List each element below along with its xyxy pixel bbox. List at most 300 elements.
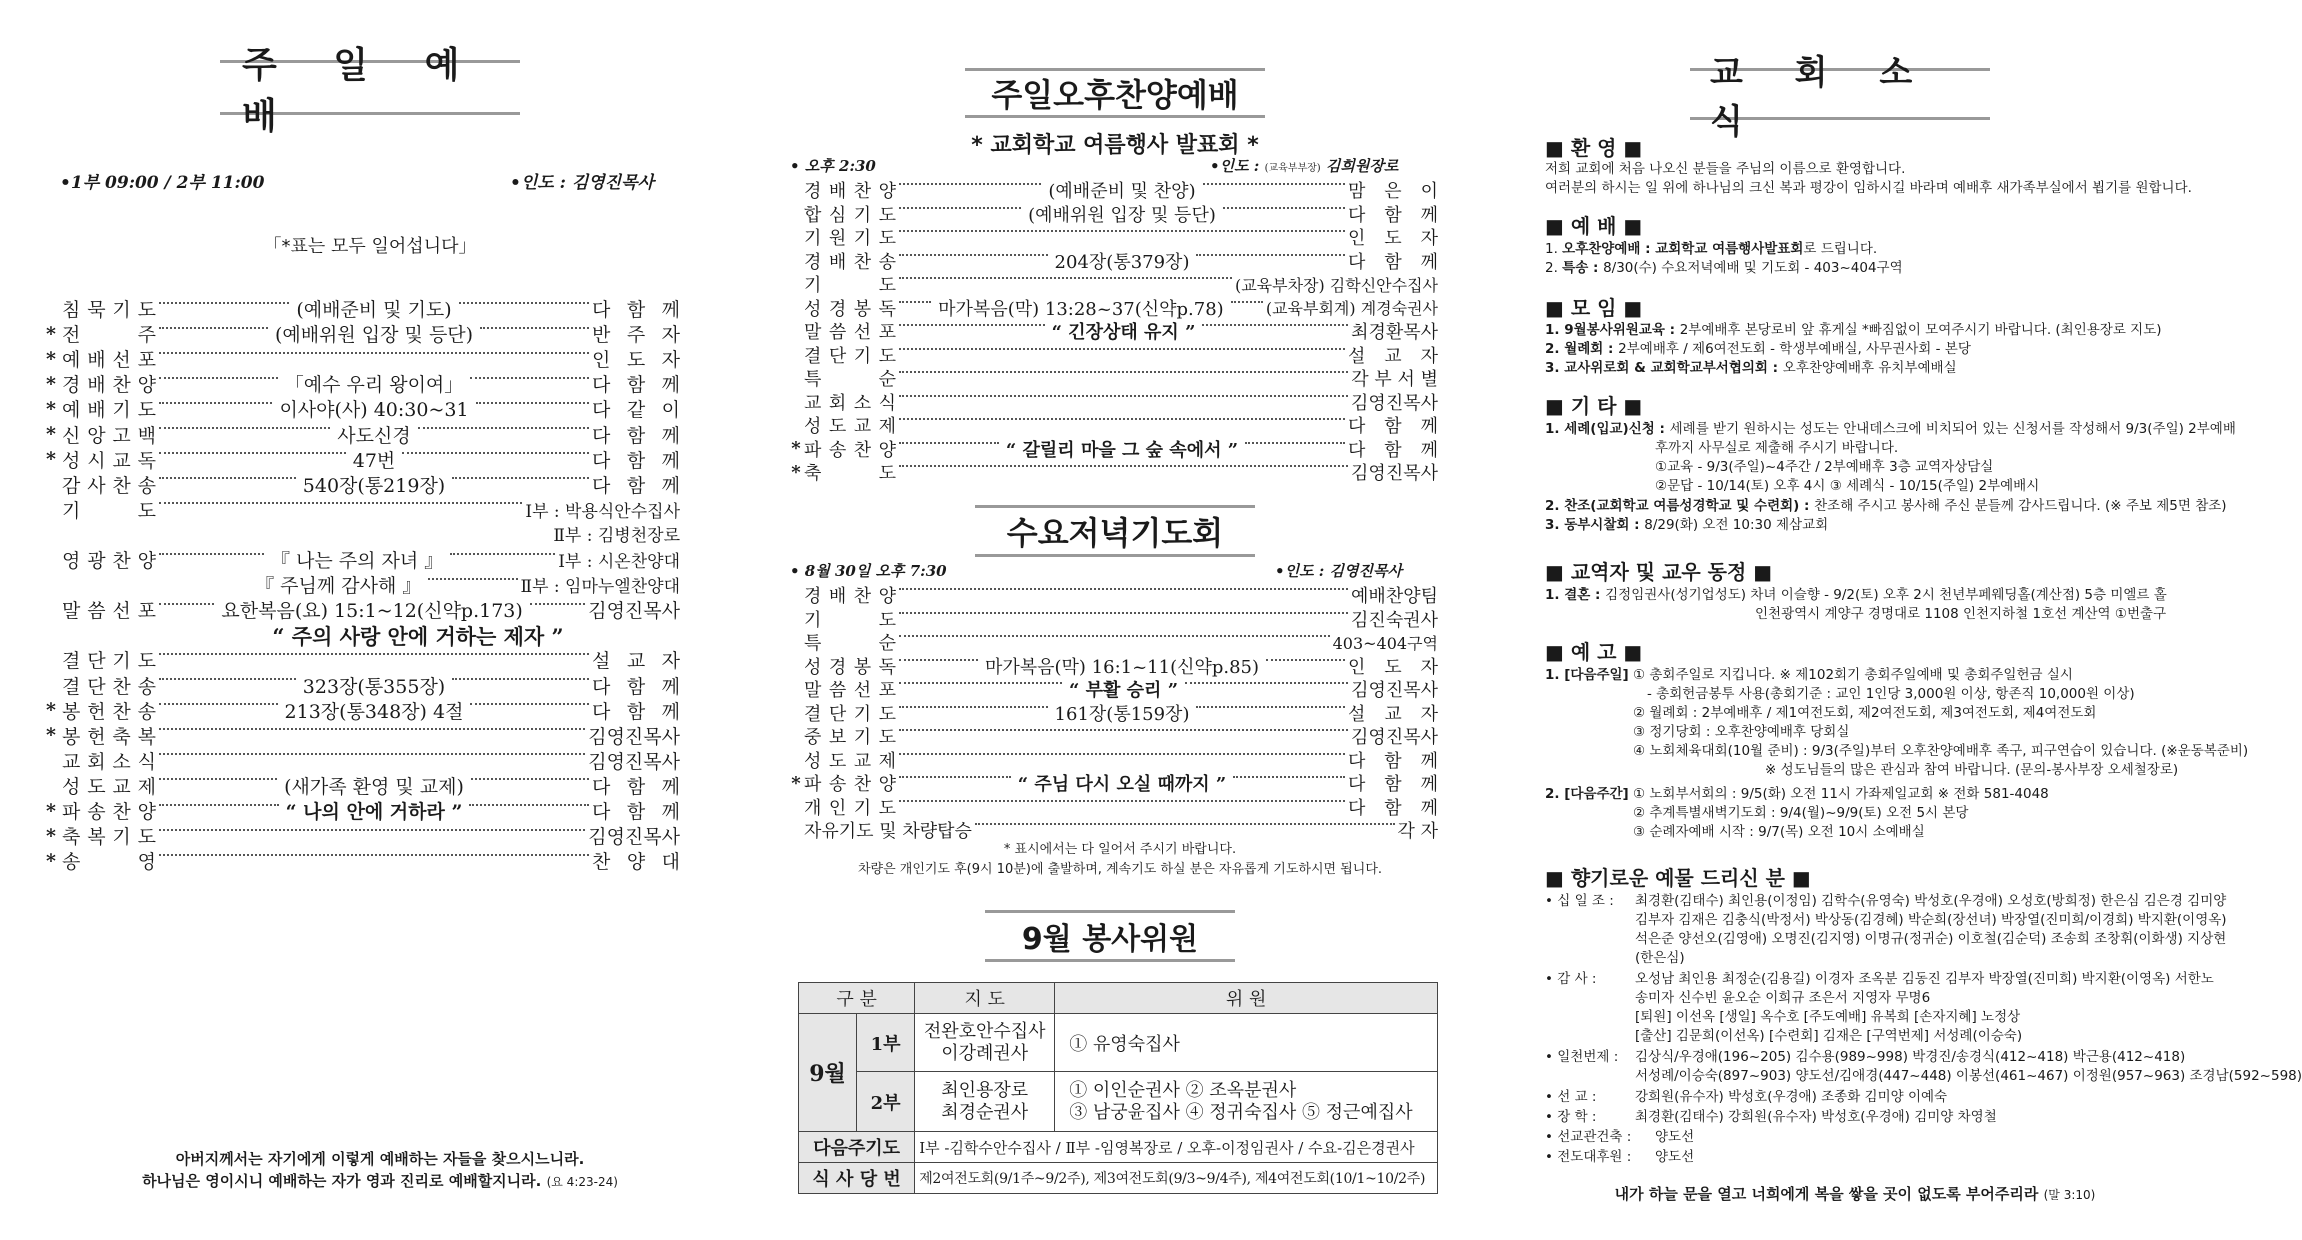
preview-next-week: 2. [다음주간]: [1545, 786, 1629, 802]
worship-line-1: [1545, 240, 1877, 259]
table-row: [799, 1163, 1438, 1194]
meeting-line-3-rest: 오후찬양예배후 유치부예배실: [1782, 360, 1957, 376]
afternoon-leader: [1210, 155, 1398, 176]
leader-dots: [159, 427, 330, 429]
order-item-person: 설 교 자: [1348, 703, 1438, 725]
stand-marker: *: [46, 448, 56, 471]
thousand-label: • 일천번제 :: [1545, 1049, 1619, 1065]
order-item-detail: 『 주님께 감사해 』: [255, 575, 422, 598]
leader-dots: [159, 728, 585, 730]
leader-dots: [159, 854, 589, 856]
volunteer-table: [798, 982, 1438, 1194]
closing-verse-2-text: 하나님은 영이시니 예배하는 자가 영과 진리로 예배할지니라.: [142, 1172, 542, 1190]
preview-heading: ■ 예 고 ■: [1545, 640, 1643, 664]
sunday-worship-column: [0, 0, 750, 1240]
leader-dots: [899, 324, 1045, 326]
order-item-person: 김영진목사: [1351, 680, 1439, 701]
leader-dots: [471, 778, 589, 780]
malachi-verse: [1535, 1183, 2175, 1204]
order-row: [40, 345, 680, 372]
meeting-line-3-bold: 3. 교사위로회 & 교회학교부서협의회 :: [1545, 360, 1783, 376]
meeting-line-3: [1545, 359, 1957, 378]
next-prayer-value: Ⅰ부 -김학수안수집사 / Ⅱ부 -임영복장로 / 오후-이정임권사 / 수요-김은경권사: [915, 1132, 1438, 1163]
etc-line-3-rest: 8/29(화) 오전 10:30 제삼교회: [1644, 517, 1829, 533]
table-row: [799, 1072, 1438, 1132]
worship-line-2-num: 2.: [1545, 260, 1563, 276]
order-item-person: 최경환목사: [1351, 322, 1439, 343]
order-item-person: Ⅱ부 : 김병천장로: [553, 525, 680, 546]
thousand-line-2: 서성례/이승숙(897~903) 양도선/김애경(447~448) 이봉선(461~467) 이정원(957~963) 조경남(592~598): [1635, 1068, 2302, 1084]
part1-cell: 1부: [857, 1014, 915, 1072]
order-item-person: 김영진목사: [588, 750, 680, 773]
order-row: [788, 653, 1438, 679]
table-row: [799, 1014, 1438, 1072]
staff-news-line-2: 인천광역시 계양구 경명대로 1108 인천지하철 1호선 계산역 ①번출구: [1755, 606, 2167, 622]
order-item-name: 기 도: [804, 609, 896, 631]
leader-dots: [899, 465, 1348, 467]
meeting-line-2-bold: 2. 월례회 :: [1545, 341, 1619, 357]
leader-dots: [1196, 254, 1345, 256]
order-item-person: 다 함 께: [1348, 416, 1438, 437]
leader-dots: [159, 829, 585, 831]
order-item-name: 영 광 찬 양: [62, 550, 156, 572]
order-item-name: 봉 헌 축 복: [62, 725, 156, 748]
order-item-person: 다 함 께: [1348, 204, 1438, 226]
order-item-person: 맘 은 이: [1348, 181, 1438, 202]
order-item-person: 예배찬양팀: [1351, 586, 1438, 607]
order-row: [788, 224, 1438, 250]
order-item-person: 김영진목사: [588, 600, 680, 623]
order-row: [40, 697, 680, 724]
order-row: [788, 318, 1438, 344]
malachi-verse-ref: (말 3:10): [2043, 1188, 2096, 1202]
order-item-name: 개 인 기 도: [804, 797, 896, 819]
order-item-detail: “ 긴장상태 유지 ”: [1051, 322, 1196, 343]
part1-leader-2: 이강례권사: [941, 1042, 1029, 1064]
meeting-heading: ■ 모 임 ■: [1545, 296, 1643, 320]
order-row: [788, 342, 1438, 368]
closing-verse-ref: (요 4:23-24): [546, 1175, 618, 1189]
order-item-name: 경 배 찬 양: [62, 374, 156, 397]
etc-line-2-rest: 찬조해 주시고 봉사해 주신 분들께 감사드립니다. (※ 주보 제5면 참조): [1814, 498, 2227, 514]
leader-dots: [476, 402, 589, 404]
part2-leader-1: 최인용장로: [941, 1079, 1029, 1101]
building-label: • 선교관건축 :: [1545, 1129, 1632, 1145]
order-item-person: 김영진목사: [588, 826, 680, 849]
order-item-name: 경 배 찬 양: [804, 586, 896, 607]
leader-dots: [899, 800, 1345, 802]
staff-news-line-1-rest: 김정임권사(성기업성도) 차녀 이슬향 - 9/2(토) 오후 2시 천년부페웨딩홀(계산점) 5층 미엘르 홀: [1605, 587, 2167, 603]
order-item-name: 신 앙 고 백: [62, 424, 156, 447]
wednesday-leader: •인도 : 김영진목사: [1275, 562, 1402, 580]
etc-line-1b: 후까지 사무실로 제출해 주시기 바랍니다.: [1655, 440, 1899, 456]
meeting-line-2: [1545, 340, 1971, 359]
afternoon-worship-column: [770, 0, 1450, 1240]
order-item-person: 인 도 자: [1348, 228, 1438, 249]
order-row: [788, 723, 1438, 749]
order-item-name: 성 시 교 독: [62, 449, 156, 472]
order-item-person: 설 교 자: [1348, 345, 1438, 367]
stand-marker: *: [791, 438, 801, 459]
order-row: [40, 421, 680, 448]
stand-marker: *: [46, 724, 56, 747]
afternoon-leader-role: (교육부부장): [1264, 163, 1321, 174]
order-item-detail: 『 나는 주의 자녀 』: [270, 550, 444, 572]
part2-cell: 2부: [857, 1072, 915, 1132]
order-item-detail: 마가복음(막) 13:28~37(신약p.78): [938, 298, 1224, 320]
order-item-person: 다 함 께: [1348, 251, 1438, 273]
stand-marker: *: [46, 799, 56, 822]
leader-dots: [159, 377, 278, 379]
leader-dots: [159, 477, 296, 479]
order-item-name: 예 배 선 포: [62, 349, 156, 372]
preview-a4b: ※ 성도님들의 많은 관심과 참여 바랍니다. (문의-봉사부장 오세철장로): [1765, 762, 2179, 778]
order-item-person: 다 함 께: [592, 299, 680, 321]
leader-dots: [450, 553, 555, 555]
thanks-line-3: [퇴원] 이선옥 [생일] 옥수호 [주도예배] 유복희 [손자지혜] 노정상: [1635, 1009, 2021, 1025]
tithe-line-1: 최경환(김태수) 최인용(이정임) 김학수(유영숙) 박성호(우경애) 오성호(방희정) 한은심 김은경 김미양: [1635, 893, 2227, 909]
etc-heading: ■ 기 타 ■: [1545, 394, 1643, 418]
stand-marker: *: [46, 849, 56, 872]
order-row: [40, 395, 680, 422]
order-item-name: 파 송 찬 양: [804, 439, 896, 461]
worship-line-2-bold: 특송 :: [1562, 260, 1604, 276]
order-item-name: 침 묵 기 도: [62, 299, 156, 321]
order-row: [40, 571, 680, 598]
stand-note: 「*표는 모두 일어섭니다」: [263, 236, 477, 257]
order-item-name: 파 송 찬 양: [62, 801, 156, 823]
order-item-name: 교 회 소 식: [62, 750, 156, 773]
header-leader: 지 도: [915, 983, 1055, 1014]
leader-dots: [899, 753, 1345, 755]
leader-dots: [402, 452, 589, 454]
leader-dots: [159, 402, 272, 404]
evangelism-line: 양도선: [1655, 1149, 1695, 1165]
order-item-person: 각 부 서 별: [1351, 369, 1438, 390]
evangelism-label: • 전도대후원 :: [1545, 1149, 1632, 1165]
leader-dots: [480, 327, 589, 329]
order-item-name: 성 경 봉 독: [804, 298, 896, 320]
order-row: [40, 295, 680, 322]
stand-marker: *: [46, 322, 56, 345]
order-item-name: 결 단 찬 송: [62, 675, 156, 698]
preview-a2: ② 월례회 : 2부예배후 / 제1여전도회, 제2여전도회, 제3여전도회, 제4여전도회: [1633, 705, 2097, 721]
order-row: [40, 496, 680, 523]
order-item-name: 경 배 찬 송: [804, 251, 896, 273]
table-row: [799, 1132, 1438, 1163]
afternoon-worship-title: 주일오후찬양예배: [965, 68, 1265, 118]
order-item-name: 기 원 기 도: [804, 228, 896, 249]
order-item-person: 다 함 께: [1348, 750, 1438, 772]
next-prayer-label: 다음주기도: [799, 1132, 915, 1163]
leader-dots: [899, 230, 1345, 232]
order-item-name: 자유기도 및 차량탑승: [804, 821, 972, 842]
leader-dots: [1245, 442, 1345, 444]
part2-leaders: [915, 1072, 1055, 1132]
welcome-line-1: 저희 교회에 처음 나오신 분들을 주님의 이름으로 환영합니다.: [1545, 161, 1906, 177]
order-item-person: 김영진목사: [1351, 392, 1438, 414]
order-row: [40, 370, 680, 397]
leader-dots: [899, 442, 999, 444]
meeting-line-1: [1545, 321, 2162, 340]
preview-b3: ③ 순례자예배 시작 : 9/7(목) 오전 10시 소예배실: [1633, 824, 1925, 840]
order-item-name: 감 사 찬 송: [62, 474, 156, 497]
order-item-name: 성 경 봉 독: [804, 656, 896, 678]
leader-dots: [899, 659, 978, 661]
stand-marker: *: [46, 372, 56, 395]
church-news-column: [1475, 0, 2302, 1240]
preview-b2: ② 추계특별새벽기도회 : 9/4(월)~9/9(토) 오전 5시 본당: [1633, 805, 1969, 821]
order-item-person: 반 주 자: [592, 324, 680, 347]
leader-dots: [899, 183, 1041, 185]
leader-dots: [899, 254, 1048, 256]
order-item-detail: “ 주님 다시 오실 때까지 ”: [1017, 774, 1227, 795]
order-item-detail: 이사야(사) 40:30~31: [279, 399, 469, 422]
table-header-row: [799, 983, 1438, 1014]
leader-dots: [1233, 776, 1345, 778]
order-item-name: 기 도: [62, 499, 156, 522]
service-leader: •인도 : 김영진목사: [510, 173, 654, 193]
leader-dots: [899, 301, 931, 303]
staff-news-line-1: [1545, 586, 2167, 605]
order-item-person: 다 함 께: [592, 775, 680, 798]
welcome-heading: ■ 환 영 ■: [1545, 136, 1643, 160]
mission-label: • 선 교 :: [1545, 1089, 1597, 1105]
leader-dots: [159, 753, 585, 755]
leader-dots: [899, 418, 1345, 420]
order-item-detail: 마가복음(막) 16:1~11(신약p.85): [984, 656, 1260, 678]
preview-a1b: - 총회헌금봉투 사용(총회기준 : 교인 1인당 3,000원 이상, 항존직 10,000원 이상): [1647, 686, 2135, 702]
stand-marker: *: [46, 824, 56, 847]
closing-verse-2: [80, 1170, 680, 1191]
leader-dots: [1202, 324, 1348, 326]
leader-dots: [1203, 183, 1345, 185]
order-row: [40, 471, 680, 498]
order-item-person: 다 함 께: [592, 449, 680, 472]
leader-dots: [1223, 207, 1345, 209]
order-row: [788, 201, 1438, 227]
order-item-name: 봉 헌 찬 송: [62, 700, 156, 723]
leader-dots: [899, 371, 1348, 373]
order-item-name: 경 배 찬 양: [804, 181, 896, 202]
meeting-line-2-rest: 2부예배후 / 제6여전도회 - 학생부예배실, 사무권사회 - 본당: [1618, 341, 1971, 357]
meal-duty-value: 제2여전도회(9/1주~9/2주), 제3여전도회(9/3~9/4주), 제4여전도회(10/1~10/2주): [915, 1163, 1438, 1194]
stand-note-2: * 표시에서는 다 일어서 주시기 바랍니다.: [1003, 842, 1237, 857]
tithe-label: • 십 일 조 :: [1545, 893, 1614, 909]
leader-dots: [975, 823, 1395, 825]
afternoon-time: • 오후 2:30: [790, 157, 876, 175]
order-item-detail: 사도신경: [337, 424, 411, 447]
order-item-detail: 「예수 우리 왕이여」: [284, 374, 464, 397]
thousand-line-1: 김상식/우경애(196~205) 김수용(989~998) 박경진/송경식(412~418) 박근용(412~418): [1635, 1049, 2186, 1065]
order-item-person: 403~404구역: [1332, 633, 1438, 653]
leader-dots: [899, 588, 1348, 590]
leader-dots: [530, 603, 585, 605]
leader-dots: [159, 804, 279, 806]
staff-news-line-1-bold: 1. 결혼 :: [1545, 587, 1606, 603]
leader-dots: [470, 703, 589, 705]
order-row: [788, 582, 1438, 608]
order-item-person: 인 도 자: [1348, 656, 1438, 678]
afternoon-subtitle: * 교회학교 여름행사 발표회 *: [971, 133, 1259, 158]
order-item-person: 찬 양 대: [592, 851, 680, 874]
meeting-line-1-rest: 2부예배후 본당로비 앞 휴게실 *빠짐없이 모여주시기 바랍니다. (최인용장로 지도): [1679, 322, 2162, 338]
leader-dots: [899, 395, 1348, 397]
thanks-line-2: 송미자 신수빈 윤오순 이희규 조은서 지영자 무명6: [1635, 990, 1931, 1006]
offering-heading: ■ 향기로운 예물 드리신 분 ■: [1545, 866, 1811, 890]
leader-dots: [428, 578, 517, 580]
order-item-detail: 요한복음(요) 15:1~12(신약p.173): [221, 600, 523, 623]
order-item-person: (교육부회계) 계경숙권사: [1265, 299, 1438, 318]
order-row: [40, 521, 680, 546]
mission-line: 강희원(유수자) 박성호(우경애) 조종화 김미양 이예숙: [1635, 1089, 1948, 1105]
order-item-name: 특 순: [804, 369, 896, 390]
part2-leader-2: 최경순권사: [941, 1101, 1029, 1123]
worship-line-2-rest: 8/30(수) 수요저녁예배 및 기도회 - 403~404구역: [1603, 260, 1903, 276]
etc-line-1c: ①교육 - 9/3(주일)~4주간 / 2부예배후 3층 교역자상담실: [1655, 459, 1994, 475]
part2-members-2: ③ 남궁윤집사 ④ 정귀숙집사 ⑤ 정근예집사: [1069, 1101, 1413, 1123]
leader-dots: [159, 352, 589, 354]
meal-duty-label: 식 사 당 번: [799, 1163, 915, 1194]
building-line: 양도선: [1655, 1129, 1695, 1145]
order-item-person: 설 교 자: [592, 650, 680, 673]
leader-dots: [1185, 682, 1348, 684]
worship-line-1-bold: 오후찬양예배 : 교회학교 여름행사발표회: [1562, 241, 1804, 257]
tithe-line-3: 석은준 양선오(김영애) 오명진(김지영) 이명규(정귀순) 이호철(김순덕) 조송희 조창휘(이화생) 지상현: [1635, 931, 2227, 947]
leader-dots: [459, 302, 589, 304]
leader-dots: [899, 348, 1345, 350]
preview-next-sunday: 1. [다음주일]: [1545, 667, 1629, 683]
order-item-name: 결 단 기 도: [804, 345, 896, 367]
order-item-person: 김영진목사: [1351, 463, 1438, 484]
etc-line-1-rest: 세례를 받기 원하시는 성도는 안내데스크에 비치되어 있는 신청서를 작성해서 9/3(주일) 2부예배: [1669, 421, 2236, 437]
order-item-person: 다 같 이: [592, 399, 680, 422]
stand-marker: *: [791, 461, 801, 483]
order-item-detail: (예배위원 입장 및 등단): [1028, 204, 1216, 226]
worship-line-2: [1545, 259, 1903, 278]
worship-line-1-rest: 로 드립니다.: [1803, 241, 1878, 257]
order-row: [788, 606, 1438, 632]
order-item-person: Ⅱ부 : 임마누엘찬양대: [520, 577, 680, 598]
part1-leader-1: 전완호안수집사: [923, 1020, 1046, 1042]
welcome-line-2: 여러분의 하시는 일 위에 하나님의 크신 복과 평강이 임하시길 바라며 예배후 새가족부실에서 뵙기를 원합니다.: [1545, 180, 2192, 196]
order-item-person: 각 자: [1397, 821, 1438, 842]
etc-line-2: [1545, 497, 2227, 516]
malachi-verse-text: 내가 하늘 문을 열고 너희에게 복을 쌓을 곳이 없도록 부어주리라: [1614, 1185, 2039, 1203]
order-item-detail: 323장(통355장): [302, 675, 446, 698]
order-item-name: 말 씀 선 포: [804, 680, 896, 701]
order-item-detail: 204장(통379장): [1054, 251, 1190, 273]
staff-news-heading: ■ 교역자 및 교우 동정 ■: [1545, 560, 1773, 584]
order-item-name: 합 심 기 도: [804, 204, 896, 226]
order-item-person: 다 함 께: [1348, 774, 1438, 795]
leader-dots: [159, 327, 268, 329]
part2-members: [1055, 1072, 1438, 1132]
order-row: [40, 646, 680, 673]
order-item-name: 성 도 교 제: [804, 416, 896, 437]
month-cell: 9월: [799, 1014, 857, 1132]
vehicle-note: 차량은 개인기도 후(9시 10분)에 출발하며, 계속기도 하실 분은 자유롭게 기도하시면 됩니다.: [857, 862, 1383, 877]
order-item-name: 성 도 교 제: [62, 775, 156, 798]
order-row: [788, 747, 1438, 773]
order-row: [788, 676, 1438, 702]
preview-a4: ④ 노회체육대회(10월 준비) : 9/3(주일)부터 오후찬양예배후 족구, 피구연습이 있습니다. (※운동복준비): [1633, 743, 2249, 759]
thanks-line-1: 오성남 최인용 최정순(김용길) 이경자 조옥분 김동진 김부자 박장열(진미희) 박지환(이영옥) 서한노: [1635, 971, 2214, 987]
order-item-name: 교 회 소 식: [804, 392, 896, 414]
order-item-person: 다 함 께: [592, 374, 680, 397]
leader-dots: [470, 377, 589, 379]
leader-dots: [159, 653, 589, 655]
order-item-detail: 161장(통159장): [1054, 703, 1190, 725]
order-row: [788, 770, 1438, 796]
header-members: 위 원: [1055, 983, 1438, 1014]
thanks-line-4: [출산] 김문희(이선옥) [수련회] 김재은 [구역번제] 서성례(이승숙): [1635, 1028, 2023, 1044]
leader-dots: [899, 706, 1048, 708]
order-row: [788, 459, 1438, 485]
leader-dots: [452, 678, 589, 680]
leader-dots: [159, 678, 296, 680]
order-item-name: 말 씀 선 포: [62, 600, 156, 623]
order-item-detail: “ 갈릴리 마을 그 숲 속에서 ”: [1005, 439, 1239, 461]
order-item-detail: (예배준비 및 기도): [296, 299, 452, 321]
order-item-detail: (예배준비 및 찬양): [1048, 181, 1196, 202]
order-item-name: 송 영: [62, 851, 156, 874]
order-item-person: 인 도 자: [592, 349, 680, 372]
worship-line-1-num: 1.: [1545, 241, 1563, 257]
order-item-name: 예 배 기 도: [62, 399, 156, 422]
stand-marker: *: [791, 772, 801, 794]
order-row: [40, 446, 680, 473]
september-volunteers-title: 9월 봉사위원: [985, 910, 1235, 962]
order-item-person: 다 함 께: [592, 700, 680, 723]
order-row: [40, 546, 680, 573]
order-row: [788, 794, 1438, 820]
scholarship-line: 최경환(김태수) 강희원(유수자) 박성호(우경애) 김미양 차영철: [1635, 1109, 1997, 1125]
stand-marker: *: [46, 699, 56, 722]
etc-line-2-bold: 2. 찬조(교회학교 여름성경학교 및 수련회) :: [1545, 498, 1815, 514]
order-row: [788, 177, 1438, 203]
afternoon-leader-prefix: •인도 :: [1210, 157, 1265, 175]
order-item-name: 파 송 찬 양: [804, 774, 896, 795]
order-item-person: Ⅰ부 : 박용식안수집사: [525, 501, 680, 522]
order-item-detail: “ 나의 안에 거하라 ”: [285, 801, 463, 823]
meeting-line-1-bold: 1. 9월봉사위원교육 :: [1545, 322, 1680, 338]
leader-dots: [159, 302, 289, 304]
leader-dots: [899, 635, 1330, 637]
leader-dots: [159, 452, 346, 454]
church-news-title: 교 회 소 식: [1690, 68, 1990, 120]
service-times: •1부 09:00 / 2부 11:00: [60, 173, 265, 193]
leader-dots: [1231, 301, 1263, 303]
leader-dots: [899, 207, 1021, 209]
order-item-name: 전 주: [62, 324, 156, 347]
order-item-detail: 47번: [352, 449, 396, 472]
order-row: [788, 248, 1438, 274]
order-row: [40, 847, 680, 874]
leader-dots: [899, 682, 1062, 684]
tithe-line-4: (한은심): [1635, 950, 1685, 966]
order-item-person: 다 함 께: [592, 675, 680, 698]
order-item-name: 결 단 기 도: [62, 650, 156, 673]
order-item-person: 다 함 께: [592, 474, 680, 497]
order-item-person: 김영진목사: [1351, 727, 1438, 748]
order-row: [788, 629, 1438, 655]
order-item-name: 특 순: [804, 633, 896, 654]
leader-dots: [159, 603, 214, 605]
order-row: [788, 271, 1438, 297]
etc-line-3: [1545, 516, 1828, 535]
leader-dots: [899, 729, 1348, 731]
